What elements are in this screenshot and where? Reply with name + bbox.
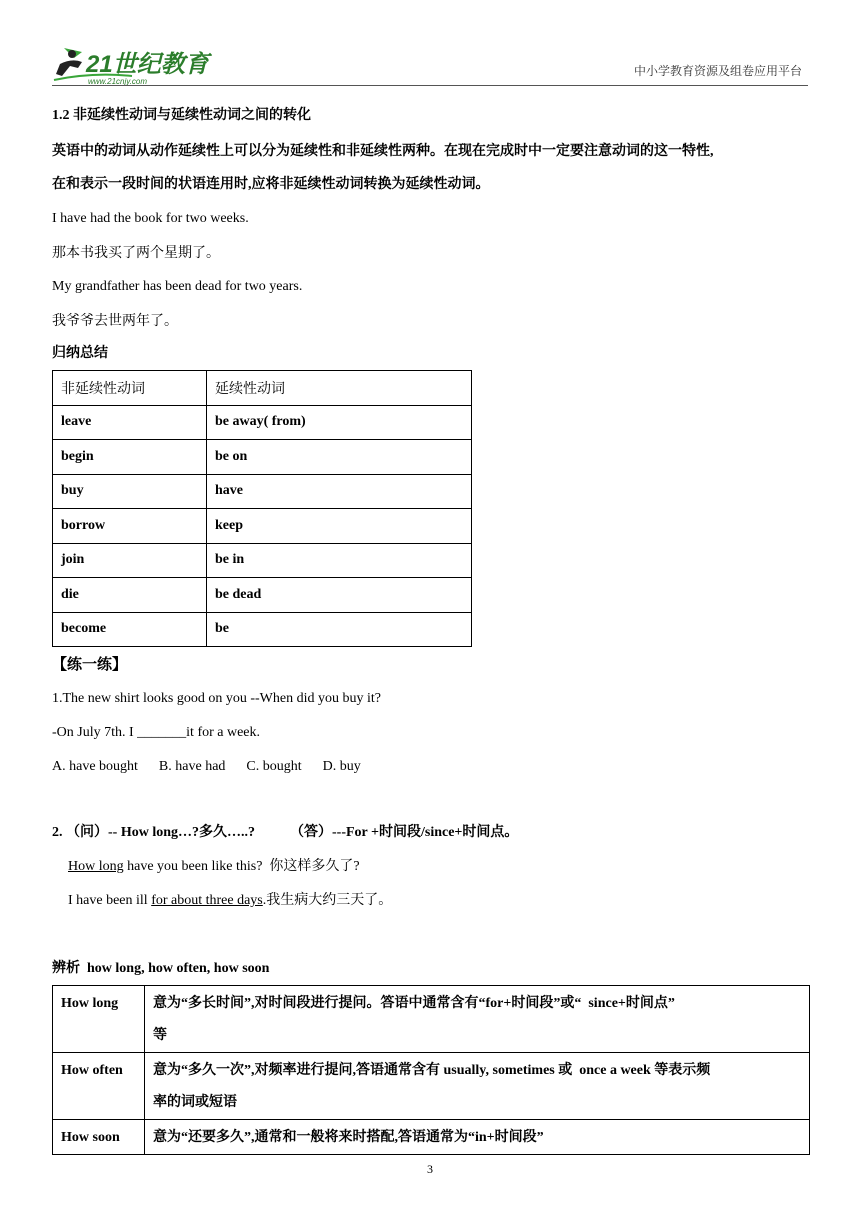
definition-line: 率的词或短语 (153, 1095, 237, 1110)
table-header-cell: 延续性动词 (207, 371, 472, 406)
term-cell: How soon (53, 1120, 145, 1155)
verb-conversion-table (52, 370, 472, 647)
logo-url: www.21cnjy.com (88, 77, 147, 86)
table-cell: be in (207, 543, 472, 578)
table-cell: be away( from) (207, 405, 472, 440)
example-text: have you been like this? 你这样多久了? (123, 859, 360, 874)
definition-cell (145, 1120, 810, 1155)
underlined-phrase: for about three days (151, 893, 263, 908)
term-cell: How often (53, 1053, 145, 1120)
table-row (53, 1120, 810, 1155)
question-1-line-2: -On July 7th. I _______it for a week. (52, 725, 261, 740)
section-heading: 1.2 非延续性动词与延续性动词之间的转化 (52, 108, 311, 123)
table-row (53, 440, 472, 475)
table-cell: be dead (207, 578, 472, 613)
table-row (53, 509, 472, 544)
table-cell: begin (53, 440, 207, 475)
example-1-en: I have had the book for two weeks. (52, 211, 249, 226)
intro-line-1: 英语中的动词从动作延续性上可以分为延续性和非延续性两种。在现在完成时中一定要注意动词的这一特性, (52, 144, 714, 159)
platform-label: 中小学教育资源及组卷应用平台 (633, 64, 802, 78)
definition-cell (145, 986, 810, 1053)
table-cell: die (53, 578, 207, 613)
table-cell: buy (53, 474, 207, 509)
summary-label: 归纳总结 (52, 346, 108, 361)
table-row (53, 1053, 810, 1120)
runner-logo-icon (52, 42, 222, 86)
example-1-cn: 那本书我买了两个星期了。 (52, 245, 220, 261)
definition-line: 意为“还要多久”,通常和一般将来时搭配,答语通常为“in+时间段” (153, 1130, 544, 1145)
table-row (53, 405, 472, 440)
term-cell: How long (53, 986, 145, 1053)
section-2-example-2 (68, 891, 392, 911)
table-cell: have (207, 474, 472, 509)
practice-label: 【练一练】 (52, 655, 128, 673)
comparison-table (52, 985, 810, 1155)
table-cell: become (53, 612, 207, 647)
table-row (53, 986, 810, 1053)
underlined-phrase: How long (68, 859, 124, 874)
table-header-cell: 非延续性动词 (53, 371, 207, 406)
table-row (53, 612, 472, 647)
definition-line: 意为“多长时间”,对时间段进行提问。答语中通常含有“for+时间段”或“ since+时间点” (153, 996, 675, 1011)
logo-text: 21世纪教育 (86, 51, 209, 78)
example-text: .我生病大约三天了。 (262, 893, 393, 908)
example-2-en: My grandfather has been dead for two years. (52, 279, 303, 294)
section-2-heading: 2. （问）-- How long…?多久…..? （答）---For +时间段/since+时间点。 (52, 825, 519, 840)
table-row (53, 578, 472, 613)
header-divider (52, 85, 808, 86)
table-cell: borrow (53, 509, 207, 544)
table-cell: be on (207, 440, 472, 475)
definition-line: 意为“多久一次”,对频率进行提问,答语通常含有 usually, sometimes 或 once a week 等表示频 (153, 1063, 711, 1078)
question-1: 1.The new shirt looks good on you --When did you buy it? (52, 691, 381, 706)
table-header-row (53, 371, 472, 406)
table-cell: join (53, 543, 207, 578)
site-logo (52, 42, 222, 86)
definition-cell (145, 1053, 810, 1120)
intro-line-2: 在和表示一段时间的状语连用时,应将非延续性动词转换为延续性动词。 (52, 177, 490, 192)
answer-options: A. have bought B. have had C. bought D. buy (52, 759, 361, 774)
example-2-cn: 我爷爷去世两年了。 (52, 313, 178, 329)
table-cell: be (207, 612, 472, 647)
table-row (53, 543, 472, 578)
definition-line: 等 (153, 1028, 167, 1043)
example-text: I have been ill (68, 893, 152, 908)
table-cell: leave (53, 405, 207, 440)
section-2-example-1 (68, 857, 360, 877)
page-number: 3 (427, 1162, 433, 1176)
table-cell: keep (207, 509, 472, 544)
table-row (53, 474, 472, 509)
analysis-label: 辨析 how long, how often, how soon (52, 961, 270, 976)
